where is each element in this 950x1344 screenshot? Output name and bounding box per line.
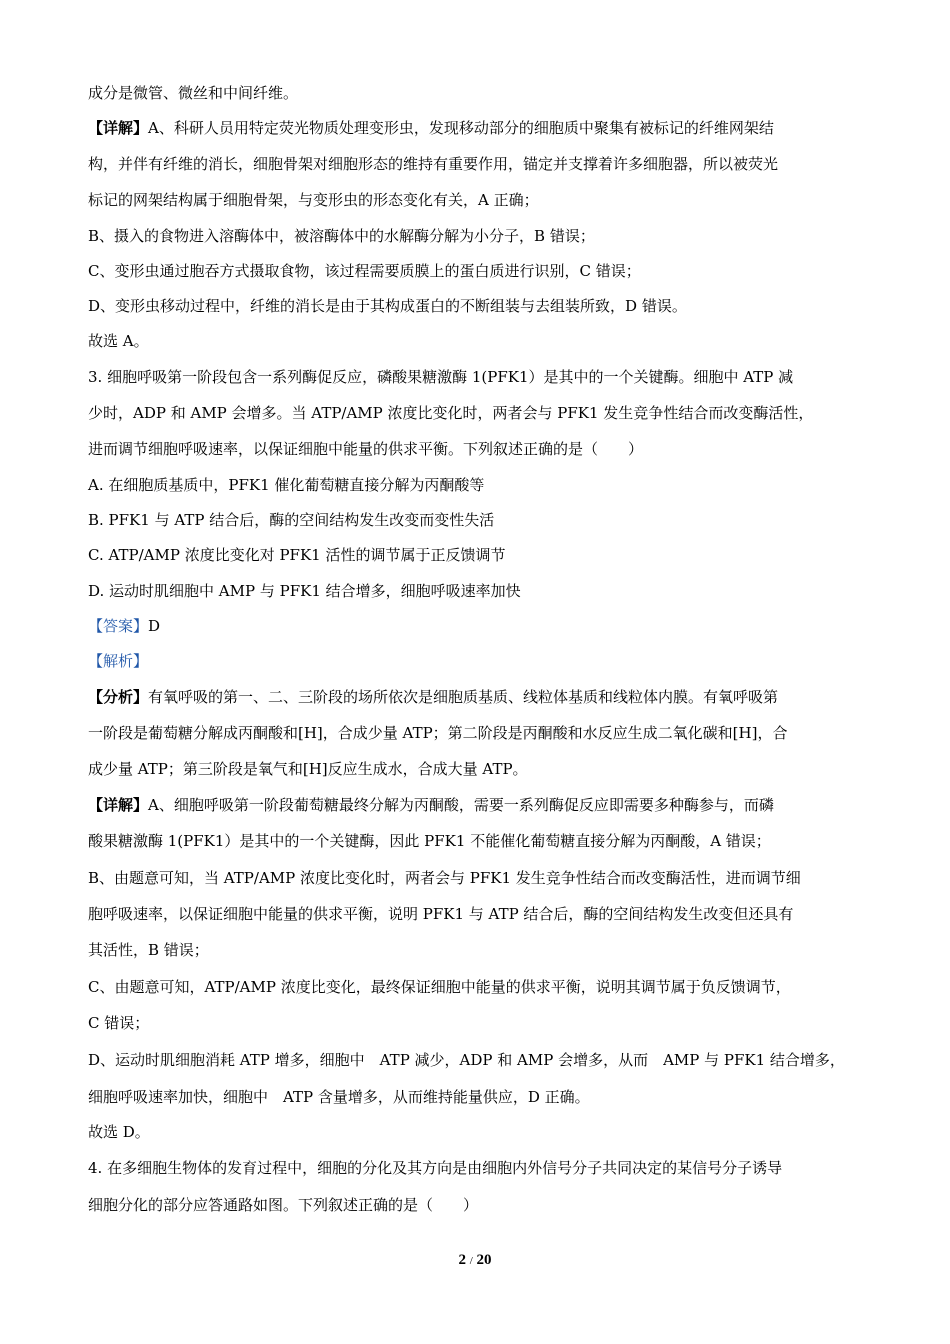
current-page: 2 [458, 1252, 466, 1268]
analysis-line [88, 651, 148, 671]
text-line: C、由题意可知，ATP/AMP 浓度比变化，最终保证细胞中能量的供求平衡，说明其调节属于负反馈调节， [88, 978, 791, 996]
analysis-tag: 【解析】 [88, 652, 149, 670]
text-line: B、由题意可知，当 ATP/AMP 浓度比变化时，两者会与 PFK1 发生竞争性结合而改变酶活性，进而调节细 [88, 869, 801, 887]
text-line: 一阶段是葡萄糖分解成丙酮酸和[H]，合成少量 ATP；第二阶段是丙酮酸和水反应生成二氧化碳和[H]，合 [88, 724, 788, 742]
text-line: 成分是微管、微丝和中间纤维。 [88, 84, 299, 102]
question-stem: 3. 细胞呼吸第一阶段包含一系列酶促反应，磷酸果糖激酶 1(PFK1）是其中的一个关键酶。细胞中 ATP 减 [88, 368, 794, 386]
text-line: 酸果糖激酶 1(PFK1）是其中的一个关键酶，因此 PFK1 不能催化葡萄糖直接分解为丙酮酸，A 错误； [88, 832, 771, 850]
page-separator: / [469, 1255, 473, 1267]
detail-tag: 【详解】 [88, 796, 149, 814]
text-line: 【分析】有氧呼吸的第一、二、三阶段的场所依次是细胞质基质、线粒体基质和线粒体内膜。有氧呼吸第 [88, 688, 779, 706]
text-line: D、运动时肌细胞消耗 ATP 增多，细胞中 ATP 减少，ADP 和 AMP 会增多，从而 AMP 与 PFK1 结合增多， [88, 1051, 845, 1069]
text-line: 胞呼吸速率，以保证细胞中能量的供求平衡，说明 PFK1 与 ATP 结合后，酶的空间结构发生改变但还具有 [88, 905, 794, 923]
detail-tag: 【详解】 [88, 119, 149, 137]
option-b: B. PFK1 与 ATP 结合后，酶的空间结构发生改变而变性失活 [88, 511, 495, 529]
text-line: D、变形虫移动过程中，纤维的消长是由于其构成蛋白的不断组装与去组装所致，D 错误。 [88, 297, 687, 315]
text-line: 成少量 ATP；第三阶段是氧气和[H]反应生成水，合成大量 ATP。 [88, 760, 528, 778]
text-line: 【详解】A、科研人员用特定荧光物质处理变形虫，发现移动部分的细胞质中聚集有被标记的纤维网架结 [88, 119, 774, 137]
text-line: C、变形虫通过胞吞方式摄取食物，该过程需要质膜上的蛋白质进行识别，C 错误； [88, 262, 641, 280]
text-line: 标记的网架结构属于细胞骨架，与变形虫的形态变化有关，A 正确； [88, 191, 539, 209]
text-line: 其活性，B 错误； [88, 941, 209, 959]
text-line: B、摄入的食物进入溶酶体中，被溶酶体中的水解酶分解为小分子，B 错误； [88, 227, 595, 245]
question-stem: 细胞分化的部分应答通路如图。下列叙述正确的是（ ） [88, 1196, 479, 1214]
question-stem: 4. 在多细胞生物体的发育过程中，细胞的分化及其方向是由细胞内外信号分子共同决定的某信号分子诱导 [88, 1159, 783, 1177]
option-a: A. 在细胞质基质中，PFK1 催化葡萄糖直接分解为丙酮酸等 [88, 476, 485, 494]
text-line: 故选 A。 [88, 332, 149, 350]
text-line: 【详解】A、细胞呼吸第一阶段葡萄糖最终分解为丙酮酸，需要一系列酶促反应即需要多种酶参与，而磷 [88, 796, 774, 814]
option-c: C. ATP/AMP 浓度比变化对 PFK1 活性的调节属于正反馈调节 [88, 546, 506, 564]
text-line: 构，并伴有纤维的消长，细胞骨架对细胞形态的维持有重要作用，锚定并支撑着许多细胞器，所以被荧光 [88, 155, 779, 173]
answer-line: 【答案】D [88, 617, 161, 635]
question-stem: 少时，ADP 和 AMP 会增多。当 ATP/AMP 浓度比变化时，两者会与 PFK1 发生竞争性结合而改变酶活性， [88, 404, 814, 422]
text-line: C 错误； [88, 1014, 150, 1032]
question-stem: 进而调节细胞呼吸速率，以保证细胞中能量的供求平衡。下列叙述正确的是（ ） [88, 440, 644, 458]
text-line: 故选 D。 [88, 1123, 150, 1141]
text-line: 细胞呼吸速率加快，细胞中 ATP 含量增多，从而维持能量供应，D 正确。 [88, 1088, 590, 1106]
option-d: D. 运动时肌细胞中 AMP 与 PFK1 结合增多，细胞呼吸速率加快 [88, 582, 521, 600]
total-pages: 20 [476, 1252, 492, 1268]
answer-tag: 【答案】 [88, 617, 149, 635]
fenxi-tag: 【分析】 [88, 688, 149, 706]
page-number [0, 1252, 950, 1269]
